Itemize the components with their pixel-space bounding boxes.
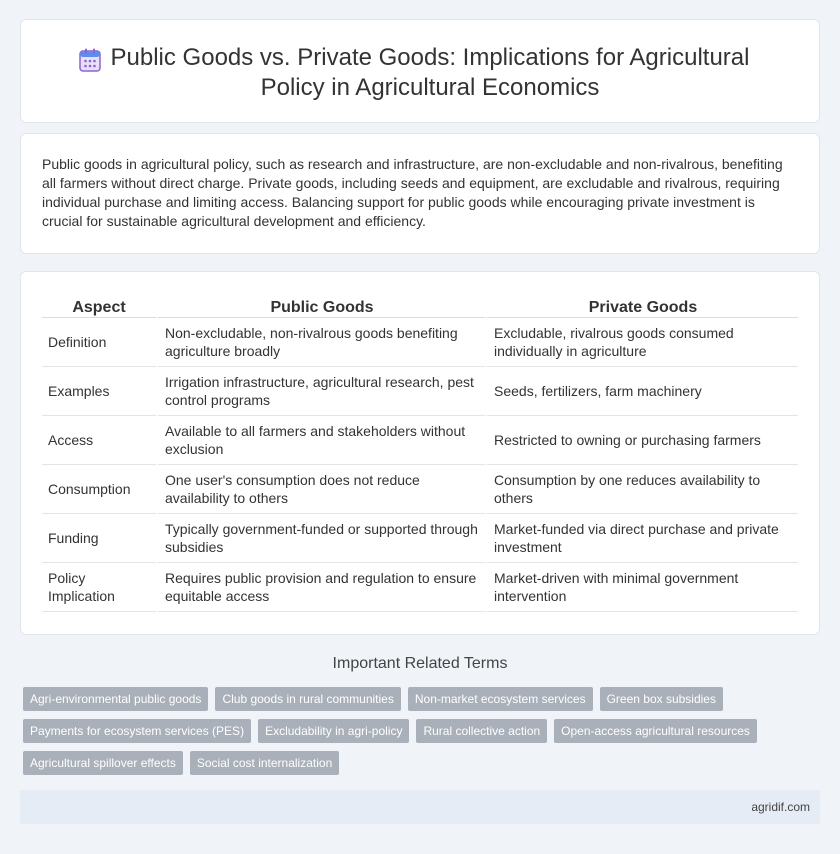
related-term-tag[interactable]: Non-market ecosystem services (408, 687, 593, 711)
row-aspect: Examples (42, 367, 156, 416)
row-private-goods: Restricted to owning or purchasing farmers (485, 416, 798, 465)
related-term-tag[interactable]: Excludability in agri-policy (258, 719, 409, 743)
column-header-private-goods: Private Goods (485, 296, 798, 318)
table-row (42, 514, 798, 563)
row-aspect: Access (42, 416, 156, 465)
related-terms-list (23, 687, 823, 775)
row-aspect: Policy Implication (42, 563, 156, 612)
related-term-tag[interactable]: Rural collective action (416, 719, 547, 743)
intro-card (20, 133, 820, 254)
header-card (20, 19, 820, 123)
footer (20, 790, 820, 824)
row-public-goods: Available to all farmers and stakeholders without exclusion (156, 416, 485, 465)
row-aspect: Consumption (42, 465, 156, 514)
column-header-aspect: Aspect (42, 296, 156, 318)
row-public-goods: One user's consumption does not reduce availability to others (156, 465, 485, 514)
comparison-table (42, 296, 798, 612)
row-private-goods: Excludable, rivalrous goods consumed individually in agriculture (485, 318, 798, 367)
table-header-row (42, 296, 798, 318)
table-row (42, 367, 798, 416)
row-public-goods: Typically government-funded or supported through subsidies (156, 514, 485, 563)
related-terms-title: Important Related Terms (332, 655, 508, 672)
table-row (42, 465, 798, 514)
related-term-tag[interactable]: Payments for ecosystem services (PES) (23, 719, 251, 743)
row-aspect: Funding (42, 514, 156, 563)
related-term-tag[interactable]: Agri-environmental public goods (23, 687, 208, 711)
page-title: Public Goods vs. Private Goods: Implications for Agricultural Policy in Agricultural Economics (110, 44, 750, 101)
related-term-tag[interactable]: Open-access agricultural resources (554, 719, 757, 743)
intro-paragraph: Public goods in agricultural policy, such as research and infrastructure, are non-excludable and non-rivalrous, benefiting all farmers without direct charge. Private goods, including seeds and equipment, are excludable and rivalrous, requiring individual purchase and limiting access. Balancing support for public goods while encouraging private investment is crucial for sustainable agricultural development and efficiency. (42, 156, 783, 229)
related-term-tag[interactable]: Club goods in rural communities (215, 687, 400, 711)
row-public-goods: Non-excludable, non-rivalrous goods benefiting agriculture broadly (156, 318, 485, 367)
row-private-goods: Consumption by one reduces availability to others (485, 465, 798, 514)
row-private-goods: Market-funded via direct purchase and private investment (485, 514, 798, 563)
footer-site-link[interactable]: agridif.com (751, 800, 810, 814)
row-public-goods: Requires public provision and regulation to ensure equitable access (156, 563, 485, 612)
table-row (42, 318, 798, 367)
column-header-public-goods: Public Goods (156, 296, 485, 318)
table-row (42, 416, 798, 465)
table-row (42, 563, 798, 612)
row-private-goods: Seeds, fertilizers, farm machinery (485, 367, 798, 416)
related-term-tag[interactable]: Green box subsidies (600, 687, 723, 711)
comparison-table-card (20, 271, 820, 635)
related-term-tag[interactable]: Social cost internalization (190, 751, 339, 775)
row-private-goods: Market-driven with minimal government intervention (485, 563, 798, 612)
row-public-goods: Irrigation infrastructure, agricultural research, pest control programs (156, 367, 485, 416)
row-aspect: Definition (42, 318, 156, 367)
related-term-tag[interactable]: Agricultural spillover effects (23, 751, 183, 775)
